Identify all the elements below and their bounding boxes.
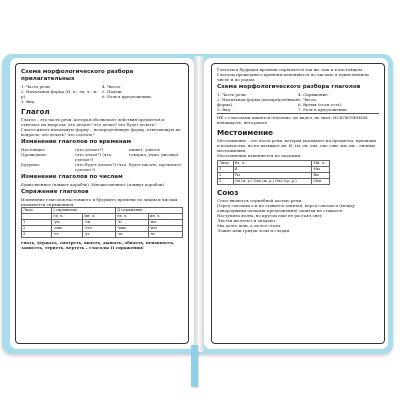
table-row [218, 178, 330, 184]
adj-scheme-title: Схема морфологического разбора прилагательных [21, 69, 134, 82]
list-item: 2. Начальная форма (И. п., ед. ч., м. р). [21, 89, 98, 99]
divider [217, 113, 379, 114]
table-cell: 2 [22, 226, 52, 232]
soyuz-line: Мы долго шли, а он все стоял. [217, 222, 282, 228]
conj-text: Изменение глаголов настоящего и будущего времени по лицам и числам называется спряжением. [21, 197, 178, 207]
list-item: 6. Время (если есть). [298, 102, 343, 107]
table-cell: Мы [312, 166, 330, 172]
list-item: 5. Число. [298, 97, 318, 102]
table-cell: мн. ч. [83, 214, 116, 220]
glagol-heading: Глагол [21, 107, 50, 116]
time-question: (что делает?) [75, 147, 104, 152]
table-row [22, 232, 183, 238]
glagol-definition: Глагол – это часть речи, которая обозначает действия предметов и отвечает на вопросы: что делать? что делал? что будет делать? [21, 117, 165, 127]
table-cell: -ешь [52, 226, 83, 232]
list-item: 3. Вид. [217, 107, 232, 112]
table-cell: -ите [148, 226, 182, 232]
table-cell: Лицо [218, 160, 234, 166]
soyuz-line: Листья желтеют и опадают. [217, 217, 277, 223]
time-example: говорил, учил, рисовал [129, 152, 179, 157]
time-question: (что будет делать?) (что сделает?) [75, 162, 127, 172]
list-item: 2. Начальная форма (неопределённая форма). [217, 97, 298, 107]
times-row [21, 162, 183, 172]
soyuz-line: Перед союзами а и но ставится запятая, перед союзом и (между однородными членами предложения) запятая не ставится. [217, 202, 355, 213]
table-cell: 1 [218, 166, 234, 172]
left-content-panel [15, 63, 189, 344]
time-example: пишет, учится [129, 147, 160, 152]
list-item: 3. Вид. [21, 99, 36, 104]
table-cell: Я [233, 166, 312, 172]
table-cell: -ишь [116, 226, 148, 232]
list-item: 1. Часть речи. [21, 84, 51, 89]
table-cell: -ет [52, 232, 83, 238]
table-cell: II спряжение [116, 208, 183, 214]
pron-heading: Местоимение [217, 127, 274, 137]
exceptions-text: гнать, держать, смотреть, видеть, дышать, обидеть, ненавидеть, зависеть, терпеть, вертеть – глаголы II спряжения! [21, 240, 175, 250]
soyuz-line: Союз является служебной частью речи. [217, 197, 303, 203]
list-item: 6. Роль в предложении. [102, 94, 153, 99]
list-item: 5. Падеж. [102, 89, 123, 94]
table-cell: 1 [22, 220, 52, 226]
adj-scheme-list [21, 84, 183, 104]
table-cell: Вы [312, 172, 330, 178]
time-label: Прошедшее [21, 152, 47, 157]
table-cell: ед. ч. [52, 214, 83, 220]
table-cell: мн. ч. [148, 214, 182, 220]
table-cell: -ю [116, 220, 148, 226]
table-cell: -ут [83, 232, 116, 238]
table-cell: -ете [83, 226, 116, 232]
table-cell: Ед. ч. [233, 160, 312, 166]
soyuz-line: Наступила весна, но кругом еще не растаял снег. [217, 212, 324, 218]
list-item: 4. Число. [102, 84, 122, 89]
bookmark-ribbon [191, 345, 198, 387]
table-cell: -ем [83, 220, 116, 226]
table-cell: I спряжение [52, 208, 116, 214]
conj-table [21, 207, 183, 238]
glagol-infinitive: Глагол имеет начальную форму – неопределённую форму, отвечающую на вопросы: что делать? что сделать? [21, 127, 181, 137]
table-cell: -ит [116, 232, 148, 238]
list-item: 7. Роль в предложении. [298, 107, 349, 112]
table-cell: ед. ч. [116, 214, 148, 220]
verb-scheme-title: Схема морфологического разбора глаголов [217, 84, 361, 90]
table-cell: 3 [218, 178, 234, 184]
numbers-heading: Изменение глаголов по числам [21, 174, 123, 180]
left-page [10, 58, 194, 349]
ne-rule-text: НЕ с глаголами пишется отдельно: не видел, не знал. ИСКЛЮЧЕНИЯ: ненавидеть, негодовать [217, 114, 369, 125]
list-item: 4. Спряжение. [298, 92, 329, 97]
table-cell: Ты [233, 172, 312, 178]
table-cell: -ят [148, 232, 182, 238]
table-cell: Лицо [22, 208, 52, 214]
time-label: Настоящее [21, 147, 45, 152]
verb-scheme-list [217, 92, 379, 112]
pron-note: Местоимения изменяются по падежам. [217, 152, 302, 158]
table-cell: -им [148, 220, 182, 226]
table-cell: 2 [218, 172, 234, 178]
times-row [21, 152, 183, 162]
table-cell: -ую [52, 220, 83, 226]
numbers-text: Единственное (плывет корабль). Множественное (плывут корабли). [21, 182, 166, 187]
soyuz-heading: Союз [217, 187, 239, 197]
table-cell: Мн. ч. [312, 160, 330, 166]
time-example: будет писать, прочитает [129, 162, 182, 167]
table-cell: Он (м. р.) Она (ж. р.) Оно (ср. р.) [233, 178, 312, 184]
pron-definition: Местоимение – это часть речи, которая указывает на предметы, признаки и количества, но не называет их. Я, ты, он, она, оно, они, мы, вы – личные местоимения. [217, 137, 377, 153]
soyuz-line: Лежит меж грядок лозы и сладки. [217, 227, 291, 233]
time-label: Будущее [21, 162, 40, 167]
table-cell: Они [312, 178, 330, 184]
pron-table [217, 160, 330, 185]
times-heading: Изменение глаголов по временам [21, 139, 132, 145]
notebook-spine [194, 56, 204, 352]
verb-tense-note: Глаголы в будущем времени спрягаются так же, как и в настоящем. Глаголы прошедшего времени изменяются по числам; в единственном числе и по родам. [217, 67, 369, 82]
time-question: (что делал?) (что сделал?) [75, 152, 112, 162]
table-cell: 3 [22, 232, 52, 238]
right-content-panel [211, 63, 385, 344]
right-page [204, 58, 388, 349]
conj-heading: Спряжение глаголов [21, 189, 89, 195]
list-item: 1. Часть речи. [217, 92, 247, 97]
